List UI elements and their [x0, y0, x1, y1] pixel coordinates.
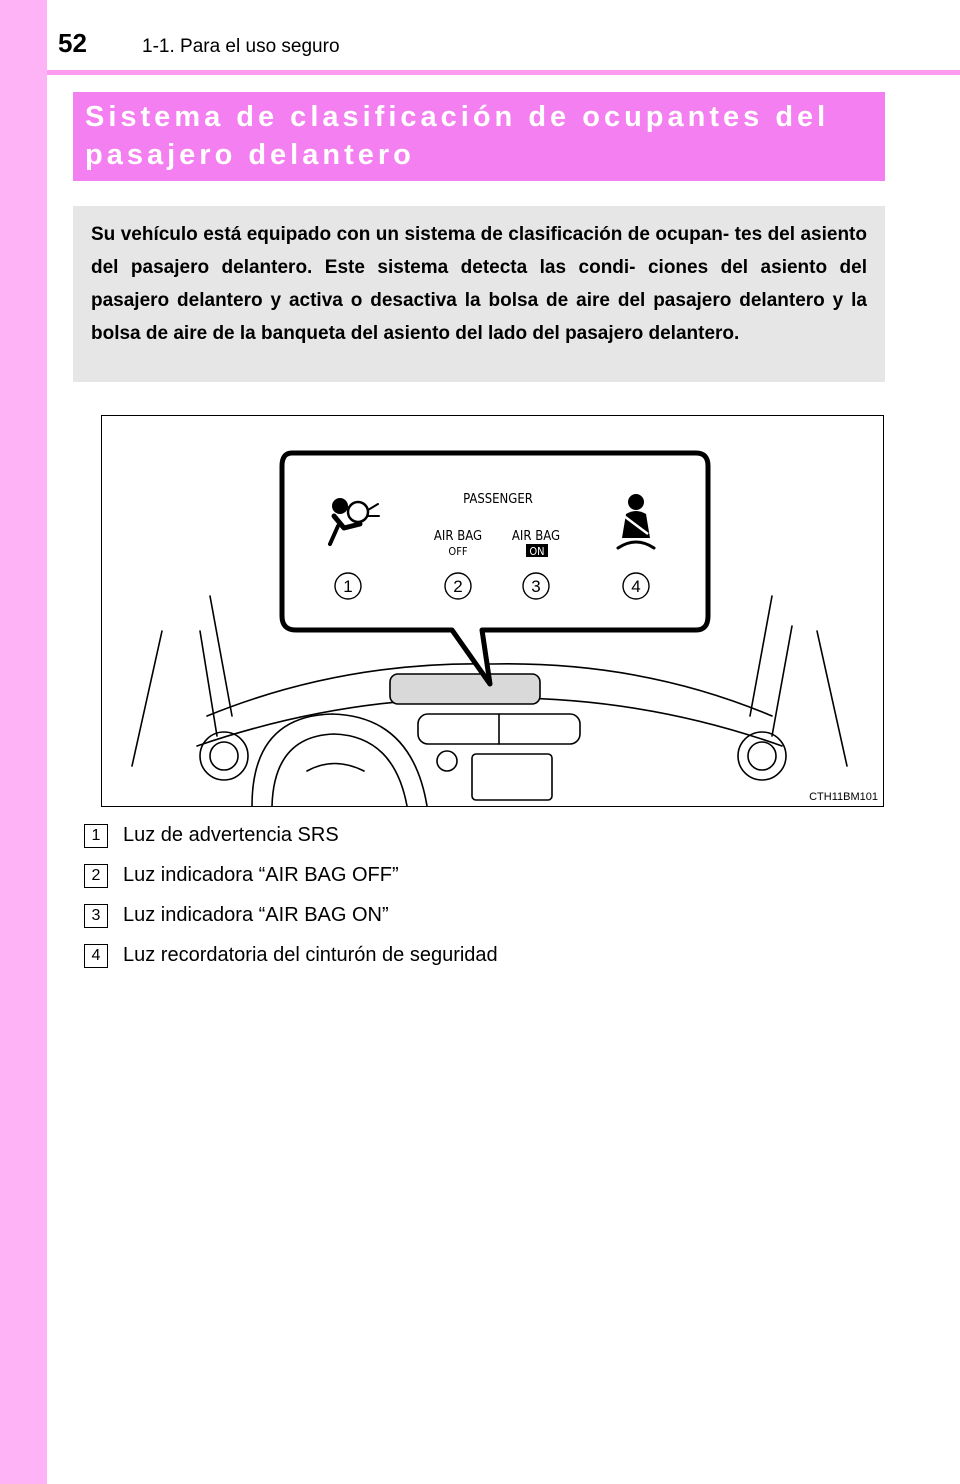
left-vent-inner: [210, 742, 238, 770]
dashboard-illustration: [101, 415, 884, 807]
left-a-pillar: [210, 596, 232, 716]
legend-number-2: 2: [84, 864, 108, 888]
section-breadcrumb: 1-1. Para el uso seguro: [142, 36, 340, 57]
steering-wheel-inner: [272, 734, 407, 806]
dash-lower-edge: [197, 698, 782, 746]
steering-wheel-rim: [252, 714, 427, 806]
passenger-label: PASSENGER: [463, 492, 533, 507]
legend-item: [84, 940, 864, 978]
airbag-on-state: ON: [529, 545, 545, 558]
legend-item: [84, 860, 864, 898]
legend-number-4: 4: [84, 944, 108, 968]
right-a-pillar-inner: [772, 626, 792, 736]
legend-number-3: 3: [84, 904, 108, 928]
legend-item: [84, 900, 864, 938]
header-divider: [47, 70, 960, 75]
right-a-pillar: [750, 596, 772, 716]
legend-label-1: Luz de advertencia SRS: [123, 824, 339, 846]
callout-3-number: 3: [531, 577, 541, 596]
airbag-off-state: OFF: [448, 545, 468, 558]
legend-item: [84, 820, 864, 858]
legend-list: [84, 820, 864, 980]
center-knob: [437, 751, 457, 771]
left-vent-outer: [200, 732, 248, 780]
callout-2-number: 2: [453, 577, 463, 596]
indicator-callout: [282, 453, 708, 684]
left-door-line: [132, 631, 162, 766]
page-side-band: [0, 0, 47, 1484]
right-vent-inner: [748, 742, 776, 770]
legend-label-2: Luz indicadora “AIR BAG OFF”: [123, 864, 399, 886]
callout-4-number: 4: [631, 577, 641, 596]
airbag-on-label: AIR BAG: [511, 529, 561, 544]
legend-number-1: 1: [84, 824, 108, 848]
section-title: Sistema de clasificación de ocupantes del pasajero delantero: [85, 101, 830, 171]
left-a-pillar-inner: [200, 631, 217, 736]
summary-box: [73, 206, 885, 382]
center-display: [390, 674, 540, 704]
steering-wheel-hub: [307, 764, 364, 772]
legend-label-3: Luz indicadora “AIR BAG ON”: [123, 904, 389, 926]
page-number: 52: [58, 28, 87, 58]
figure-code: CTH11BM101: [809, 791, 878, 803]
summary-text: Su vehículo está equipado con un sistema de clasificación de ocupan- tes del asiento del pasajero delantero. Este sistema detecta las condi- ciones del asiento del pasajero delantero y activa o desactiva la bolsa de aire del pasajero delantero y la bolsa de aire de la banqueta del asiento del lado del pasajero delantero.: [91, 224, 867, 344]
callout-1-number: 1: [343, 577, 353, 596]
dashboard-drawing: [102, 416, 883, 806]
legend-label-4: Luz recordatoria del cinturón de seguridad: [123, 944, 498, 966]
airbag-off-label: AIR BAG: [433, 529, 483, 544]
right-door-line: [817, 631, 847, 766]
section-title-box: [73, 92, 885, 181]
center-screen: [472, 754, 552, 800]
